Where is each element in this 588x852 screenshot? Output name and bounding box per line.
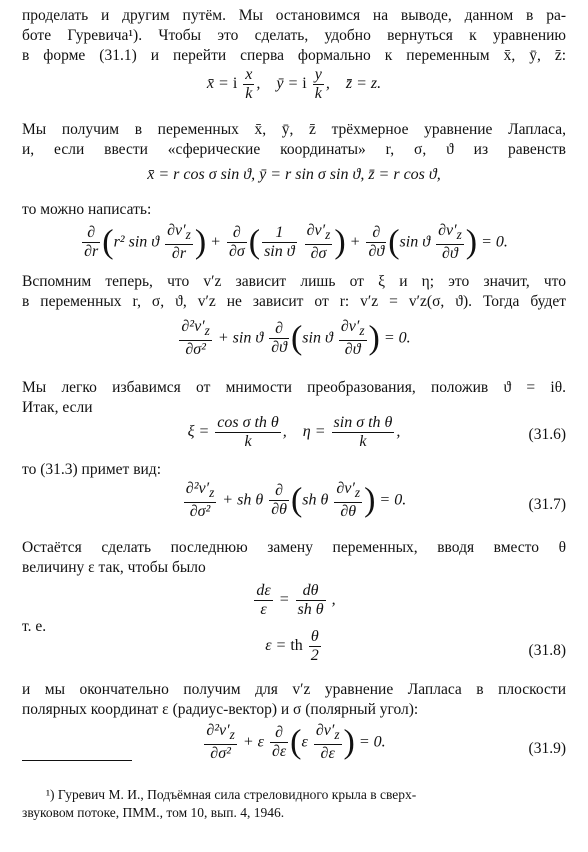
text-line: то можно написать:: [22, 201, 152, 218]
text-line: и мы окончательно получим для v′z уравнение Лапласа в плоскости: [22, 681, 566, 698]
text-line: в переменных r, σ, ϑ, v′z не зависит от r: v′z = v′z(σ, ϑ). Тогда будет: [22, 293, 566, 310]
equation-deps: $\frac{d\varepsilon}{\varepsilon}$ = $\frac{d\theta}{\text{sh θ}}$ ,: [256, 582, 336, 618]
equation-spherical: x̄ = r cos σ sin ϑ, ȳ = r sin σ sin ϑ, z̄ = r cos ϑ,: [147, 166, 441, 183]
equation-31-9: $\frac{\partial^2v'_z}{\text{∂σ²}}$ + ε $\frac{\partial}{\partial\varepsilon}$ (ε $\frac{\partial v'_z}{\partial\varepsilon}$ ) = 0.: [206, 722, 386, 763]
equation-31-8: ε = th $\frac{\theta}{2}$: [265, 628, 319, 664]
equation-number: (31.7): [528, 496, 566, 513]
equation-number: (31.9): [528, 740, 566, 757]
text-line: Остаётся сделать последнюю замену переменных, вводя вместо θ: [22, 539, 566, 556]
text-line: боте Гуревича¹). Чтобы это сделать, удобно вернуться к уравнению: [22, 27, 566, 44]
equation-laplace-3d: $\frac{\partial}{\partial r}$ (r² sin ϑ $\frac{\partial v'_z}{\partial r}$ ) + $\frac{\partial}{\partial\sigma}$ ( $\frac{1}{\text{sin ϑ}}$ $\frac{\partial v'_z}{\partial\sigma}$ ) + $\frac{\partial}{\partial ϑ}$ (sin ϑ $\frac{\partial v'_z}{\partial ϑ}$ ) = 0.: [84, 222, 508, 263]
equation-number: (31.6): [528, 426, 566, 443]
text-line: полярных координат ε (радиус-вектор) и σ (полярный угол):: [22, 701, 419, 718]
text-line: то (31.3) примет вид:: [22, 461, 162, 478]
text-line: Вспомним теперь, что v′z зависит лишь от ξ и η; это значит, что: [22, 273, 566, 290]
text-line: Мы получим в переменных x̄, ȳ, z̄ трёхмерное уравнение Лапласа,: [22, 121, 566, 138]
text-line: Итак, если: [22, 399, 93, 416]
equation-31-6: ξ = $\frac{\text{cos σ th θ}}{k}$ , η = $\frac{\text{sin σ th θ}}{k}$ ,: [187, 414, 401, 450]
footnote-line: ¹) Гуревич М. И., Подъёмная сила стреловидного крыла в сверх-: [46, 787, 417, 802]
equation-2d: $\frac{\partial^2v'_z}{\text{∂σ²}}$ + sin ϑ $\frac{\partial}{\partial ϑ}$ (sin ϑ $\frac{\partial v'_z}{\partial ϑ}$ ) = 0.: [181, 318, 411, 359]
equation-number: (31.8): [528, 642, 566, 659]
text-line: проделать и другим путём. Мы остановимся на выводе, данном в ра-: [22, 7, 566, 24]
equation-substitution: x̄ = i $\frac{x}{k}$ , ȳ = i $\frac{y}{k}$ , z̄ = z.: [206, 66, 382, 102]
footnote-line: звуковом потоке, ПММ., том 10, вып. 4, 1946.: [22, 805, 285, 820]
text-line: в форме (31.1) и перейти сперва формально к переменным x̄, ȳ, z̄:: [22, 47, 566, 64]
text-line: Мы легко избавимся от мнимости преобразования, положив ϑ = iθ.: [22, 379, 566, 396]
text-line: величину ε так, чтобы было: [22, 559, 206, 576]
text-line: т. е.: [22, 618, 47, 635]
footnote-divider: [22, 760, 132, 761]
text-line: и, если ввести «сферические координаты» r, σ, ϑ из равенств: [22, 141, 566, 158]
equation-31-7: $\frac{\partial^2v'_z}{\text{∂σ²}}$ + sh θ $\frac{\partial}{\partial\theta}$ (sh θ $\frac{\partial v'_z}{\partial\theta}$ ) = 0.: [185, 480, 407, 521]
